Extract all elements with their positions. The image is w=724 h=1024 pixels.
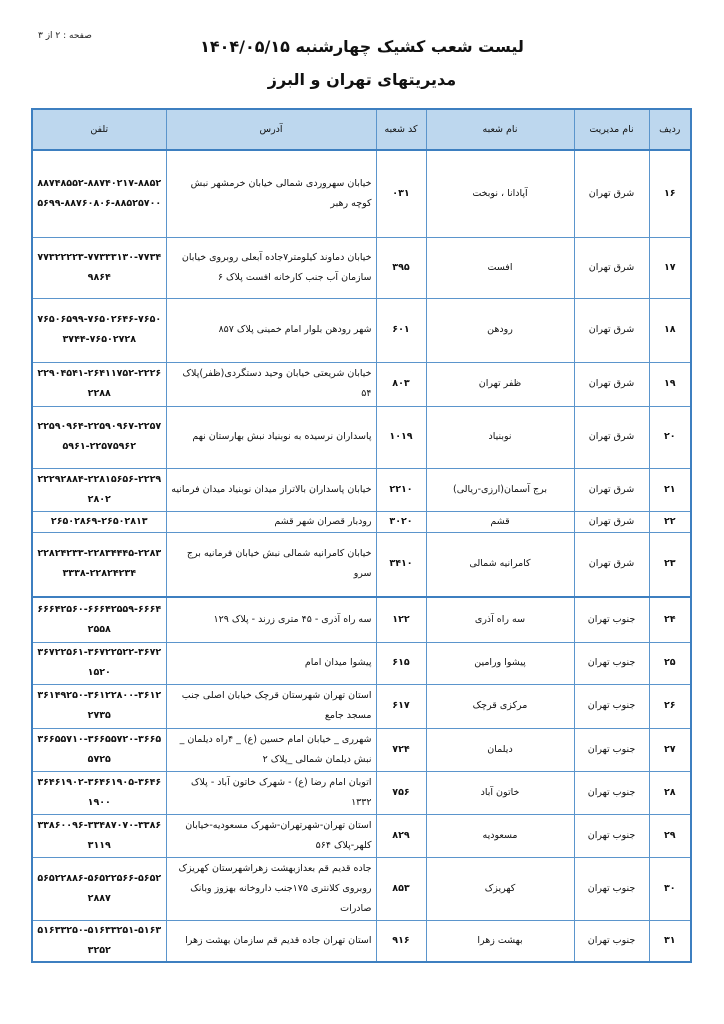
- cell-branch-code: ۸۰۳: [376, 362, 426, 406]
- cell-address: خیابان پاسداران بالاتراز میدان نوبنیاد میدان فرمانیه: [166, 468, 376, 511]
- cell-branch-name: مرکزی قرچک: [426, 684, 574, 728]
- cell-branch-code: ۳۹۵: [376, 237, 426, 298]
- cell-branch-code: ۶۱۷: [376, 684, 426, 728]
- cell-address: استان تهران شهرستان قرچک خیابان اصلی جنب مسجد جامع: [166, 684, 376, 728]
- header-management: نام مدیریت: [574, 109, 649, 150]
- cell-address: استان تهران-شهرتهران-شهرک مسعودیه-خیابان کلهر-پلاک ۵۶۴: [166, 814, 376, 857]
- table-row: [32, 468, 691, 511]
- cell-management: شرق تهران: [574, 237, 649, 298]
- cell-management: جنوب تهران: [574, 814, 649, 857]
- table-row: [32, 684, 691, 728]
- cell-branch-code: ۶۱۵: [376, 642, 426, 684]
- cell-address: جاده قدیم قم بعدازبهشت زهراشهرستان کهریزک روبروی کلانتری ۱۷۵جنب داروخانه بهزوز وبانک صادرات: [166, 857, 376, 920]
- cell-address: خیابان شریعتی خیابان وحید دستگردی(ظفر)پلاک ۵۴: [166, 362, 376, 406]
- cell-radif: ۲۹: [649, 814, 691, 857]
- cell-branch-name: بهشت زهرا: [426, 920, 574, 962]
- cell-branch-name: برج آسمان(ارزی-ریالی): [426, 468, 574, 511]
- cell-management: شرق تهران: [574, 532, 649, 597]
- cell-management: شرق تهران: [574, 511, 649, 532]
- cell-branch-name: افست: [426, 237, 574, 298]
- cell-phone: ۲۲۲۹۲۸۸۴-۲۲۸۱۵۶۵۶-۲۲۲۹۲۸۰۲: [32, 468, 166, 511]
- cell-address: پاسداران نرسیده به نوبنیاد نبش بهارستان نهم: [166, 406, 376, 468]
- cell-management: شرق تهران: [574, 406, 649, 468]
- cell-branch-name: نوبنیاد: [426, 406, 574, 468]
- cell-management: جنوب تهران: [574, 684, 649, 728]
- cell-radif: ۲۰: [649, 406, 691, 468]
- cell-radif: ۲۳: [649, 532, 691, 597]
- cell-management: جنوب تهران: [574, 857, 649, 920]
- cell-address: اتوبان امام رضا (ع) - شهرک خاتون آباد - پلاک ۱۳۳۲: [166, 771, 376, 814]
- cell-management: شرق تهران: [574, 298, 649, 362]
- cell-branch-name: خاتون آباد: [426, 771, 574, 814]
- cell-branch-name: دیلمان: [426, 728, 574, 771]
- cell-branch-code: ۸۵۳: [376, 857, 426, 920]
- table-row: [32, 511, 691, 532]
- cell-branch-code: ۳۰۲۰: [376, 511, 426, 532]
- cell-phone: ۸۸۷۴۸۵۵۲-۸۸۷۴۰۲۱۷-۸۸۵۲۵۶۹۹-۸۸۷۶۰۸۰۶-۸۸۵۲۵۷۰۰: [32, 150, 166, 237]
- cell-branch-name: پیشوا ورامین: [426, 642, 574, 684]
- cell-branch-name: سه راه آذری: [426, 597, 574, 642]
- cell-radif: ۱۶: [649, 150, 691, 237]
- cell-management: جنوب تهران: [574, 920, 649, 962]
- cell-phone: ۳۶۱۴۹۲۵۰-۳۶۱۲۲۸۰۰-۳۶۱۲۲۷۳۵: [32, 684, 166, 728]
- cell-radif: ۲۵: [649, 642, 691, 684]
- table-row: [32, 771, 691, 814]
- cell-phone: ۳۶۴۶۱۹۰۲-۳۶۴۶۱۹۰۵-۳۶۴۶۱۹۰۰: [32, 771, 166, 814]
- table-row: [32, 642, 691, 684]
- cell-phone: ۲۲۸۲۴۲۳۳-۲۲۸۳۴۴۴۵-۲۲۸۳۳۳۳۸-۲۲۸۲۴۲۳۴: [32, 532, 166, 597]
- cell-radif: ۲۲: [649, 511, 691, 532]
- cell-branch-name: آپادانا ، نوبخت: [426, 150, 574, 237]
- cell-radif: ۲۷: [649, 728, 691, 771]
- cell-branch-code: ۶۰۱: [376, 298, 426, 362]
- header-radif: ردیف: [649, 109, 691, 150]
- page-subtitle: مدیریتهای تهران و البرز: [267, 70, 457, 89]
- table-row: [32, 298, 691, 362]
- cell-branch-code: ۷۲۴: [376, 728, 426, 771]
- cell-branch-name: کامرانیه شمالی: [426, 532, 574, 597]
- cell-address: سه راه آذری - ۴۵ متری زرند - پلاک ۱۲۹: [166, 597, 376, 642]
- cell-management: شرق تهران: [574, 362, 649, 406]
- cell-management: جنوب تهران: [574, 771, 649, 814]
- cell-address: رودبار قصران شهر قشم: [166, 511, 376, 532]
- table-row: [32, 814, 691, 857]
- table-row: [32, 532, 691, 597]
- cell-phone: ۶۶۶۴۲۵۶۰-۶۶۶۴۲۵۵۹-۶۶۶۴۲۵۵۸: [32, 597, 166, 642]
- cell-branch-name: کهریزک: [426, 857, 574, 920]
- cell-branch-code: ۸۲۹: [376, 814, 426, 857]
- cell-branch-name: رودهن: [426, 298, 574, 362]
- cell-branch-code: ۲۲۱۰: [376, 468, 426, 511]
- cell-radif: ۱۹: [649, 362, 691, 406]
- cell-management: شرق تهران: [574, 150, 649, 237]
- cell-branch-name: قشم: [426, 511, 574, 532]
- header-address: آدرس: [166, 109, 376, 150]
- cell-phone: ۲۶۵۰۲۸۶۹-۲۶۵۰۲۸۱۳: [32, 511, 166, 532]
- cell-address: شهرری _ خیابان امام حسین (ع) _ ۴راه دیلمان _ نبش دیلمان شمالی _پلاک ۲: [166, 728, 376, 771]
- cell-radif: ۲۴: [649, 597, 691, 642]
- cell-address: استان تهران جاده قدیم قم سازمان بهشت زهرا: [166, 920, 376, 962]
- cell-branch-code: ۰۳۱: [376, 150, 426, 237]
- header-phone: تلفن: [32, 109, 166, 150]
- cell-phone: ۳۶۷۲۲۵۶۱-۳۶۷۲۲۵۲۲-۳۶۷۲۱۵۲۰: [32, 642, 166, 684]
- cell-address: پیشوا میدان امام: [166, 642, 376, 684]
- cell-phone: ۲۲۵۹۰۹۶۴-۲۲۵۹۰۹۶۷-۲۲۵۷۵۹۶۱-۲۲۵۷۵۹۶۲: [32, 406, 166, 468]
- cell-radif: ۳۱: [649, 920, 691, 962]
- table-row: [32, 597, 691, 642]
- cell-phone: ۳۶۶۵۵۷۱۰-۳۶۶۵۵۷۲۰-۳۶۶۵۵۷۲۵: [32, 728, 166, 771]
- cell-radif: ۱۸: [649, 298, 691, 362]
- table-row: [32, 857, 691, 920]
- cell-management: جنوب تهران: [574, 642, 649, 684]
- table-row: [32, 920, 691, 962]
- cell-radif: ۲۱: [649, 468, 691, 511]
- cell-address: خیابان کامرانیه شمالی نبش خیابان فرمانیه برج سرو: [166, 532, 376, 597]
- cell-management: شرق تهران: [574, 468, 649, 511]
- table-row: [32, 150, 691, 237]
- table-row: [32, 237, 691, 298]
- page-indicator: صفحه : ۲ از ۳: [38, 31, 92, 41]
- cell-branch-code: ۷۵۶: [376, 771, 426, 814]
- cell-radif: ۲۶: [649, 684, 691, 728]
- cell-management: جنوب تهران: [574, 597, 649, 642]
- cell-branch-name: مسعودیه: [426, 814, 574, 857]
- cell-address: خیابان سهروردی شمالی خیابان خرمشهر نبش کوچه رهبر: [166, 150, 376, 237]
- cell-phone: ۷۷۳۲۲۲۲۳-۷۷۳۳۳۱۳۰-۷۷۳۴۹۸۶۴: [32, 237, 166, 298]
- cell-branch-code: ۳۴۱۰: [376, 532, 426, 597]
- cell-management: جنوب تهران: [574, 728, 649, 771]
- cell-radif: ۲۸: [649, 771, 691, 814]
- cell-branch-code: ۹۱۶: [376, 920, 426, 962]
- table-body: [32, 150, 691, 962]
- cell-phone: ۵۱۶۳۳۲۵۰-۵۱۶۳۳۲۵۱-۵۱۶۳۳۲۵۲: [32, 920, 166, 962]
- header-branch-code: کد شعبه: [376, 109, 426, 150]
- cell-phone: ۳۳۸۶۰۰۹۶-۳۳۴۸۷۰۷۰-۳۳۸۶۳۱۱۹: [32, 814, 166, 857]
- table-row: [32, 728, 691, 771]
- cell-address: شهر رودهن بلوار امام خمینی پلاک ۸۵۷: [166, 298, 376, 362]
- branches-table: [31, 108, 692, 963]
- page-title: لیست شعب کشیک چهارشنبه ۱۴۰۴/۰۵/۱۵: [200, 37, 524, 56]
- cell-radif: ۱۷: [649, 237, 691, 298]
- table-header-row: [32, 109, 691, 150]
- cell-branch-name: ظفر تهران: [426, 362, 574, 406]
- table-row: [32, 362, 691, 406]
- cell-phone: ۵۶۵۲۲۸۸۶-۵۶۵۲۲۵۶۶-۵۶۵۲۲۸۸۷: [32, 857, 166, 920]
- cell-branch-code: ۱۰۱۹: [376, 406, 426, 468]
- table-row: [32, 406, 691, 468]
- cell-address: خیابان دماوند کیلومتر۷جاده آبعلی روبروی خیابان سازمان آب جنب کارخانه افست پلاک ۶: [166, 237, 376, 298]
- cell-radif: ۳۰: [649, 857, 691, 920]
- cell-phone: ۷۶۵۰۶۵۹۹-۷۶۵۰۲۶۴۶-۷۶۵۰۳۷۴۴-۷۶۵۰۲۷۲۸: [32, 298, 166, 362]
- cell-branch-code: ۱۲۲: [376, 597, 426, 642]
- header-branch-name: نام شعبه: [426, 109, 574, 150]
- cell-phone: ۲۲۹۰۴۵۴۱-۲۶۴۱۱۷۵۲-۲۲۲۶۲۲۸۸: [32, 362, 166, 406]
